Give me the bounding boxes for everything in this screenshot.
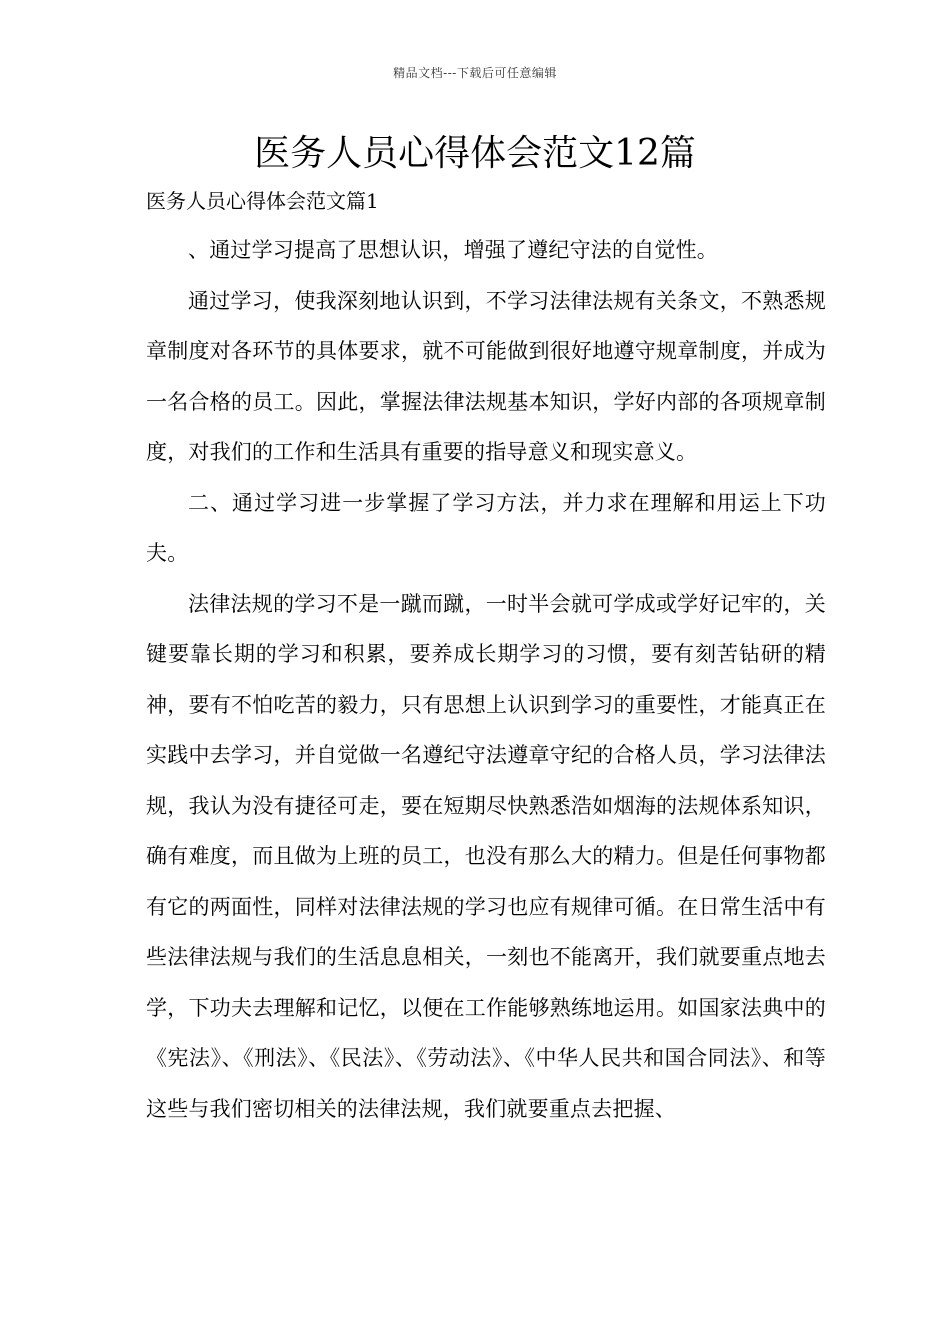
paragraph-4: 法律法规的学习不是一蹴而蹴，一时半会就可学成或学好记牢的，关键要靠长期的学习和积累，要养成长期学习的习惯，要有刻苦钻研的精神，要有不怕吃苦的毅力，只有思想上认识到学习的重要性，才能真正在实践中去学习，并自觉做一名遵纪守法遵章守纪的合格人员，学习法律法规，我认为没有捷径可走，要在短期尽快熟悉浩如烟海的法规体系知识，确有难度，而且做为上班的员工，也没有那么大的精力。但是任何事物都有它的两面性，同样对法律法规的学习也应有规律可循。在日常生活中有些法律法规与我们的生活息息相关，一刻也不能离开，我们就要重点地去学，下功夫去理解和记忆，以便在工作能够熟练地运用。如国家法典中的《宪法》、《刑法》、《民法》、《劳动法》、《中华人民共和国合同法》、和等这些与我们密切相关的法律法规，我们就要重点去把握、: [146, 591, 826, 1121]
paragraph-3: 二、通过学习进一步掌握了学习方法，并力求在理解和用运上下功夫。: [146, 490, 826, 565]
document-title: 医务人员心得体会范文12篇: [254, 133, 696, 174]
paragraph-1: 、通过学习提高了思想认识，增强了遵纪守法的自觉性。: [188, 238, 718, 262]
paragraph-2: 通过学习，使我深刻地认识到，不学习法律法规有关条文，不熟悉规章制度对各环节的具体要求，就不可能做到很好地遵守规章制度，并成为一名合格的员工。因此，掌握法律法规基本知识，学好内部的各项规章制度，对我们的工作和生活具有重要的指导意义和现实意义。: [146, 288, 826, 464]
document-body: [146, 225, 826, 1134]
section-heading: 医务人员心得体会范文篇1: [146, 189, 379, 213]
header-note: 精品文档---下载后可任意编辑: [393, 66, 557, 80]
